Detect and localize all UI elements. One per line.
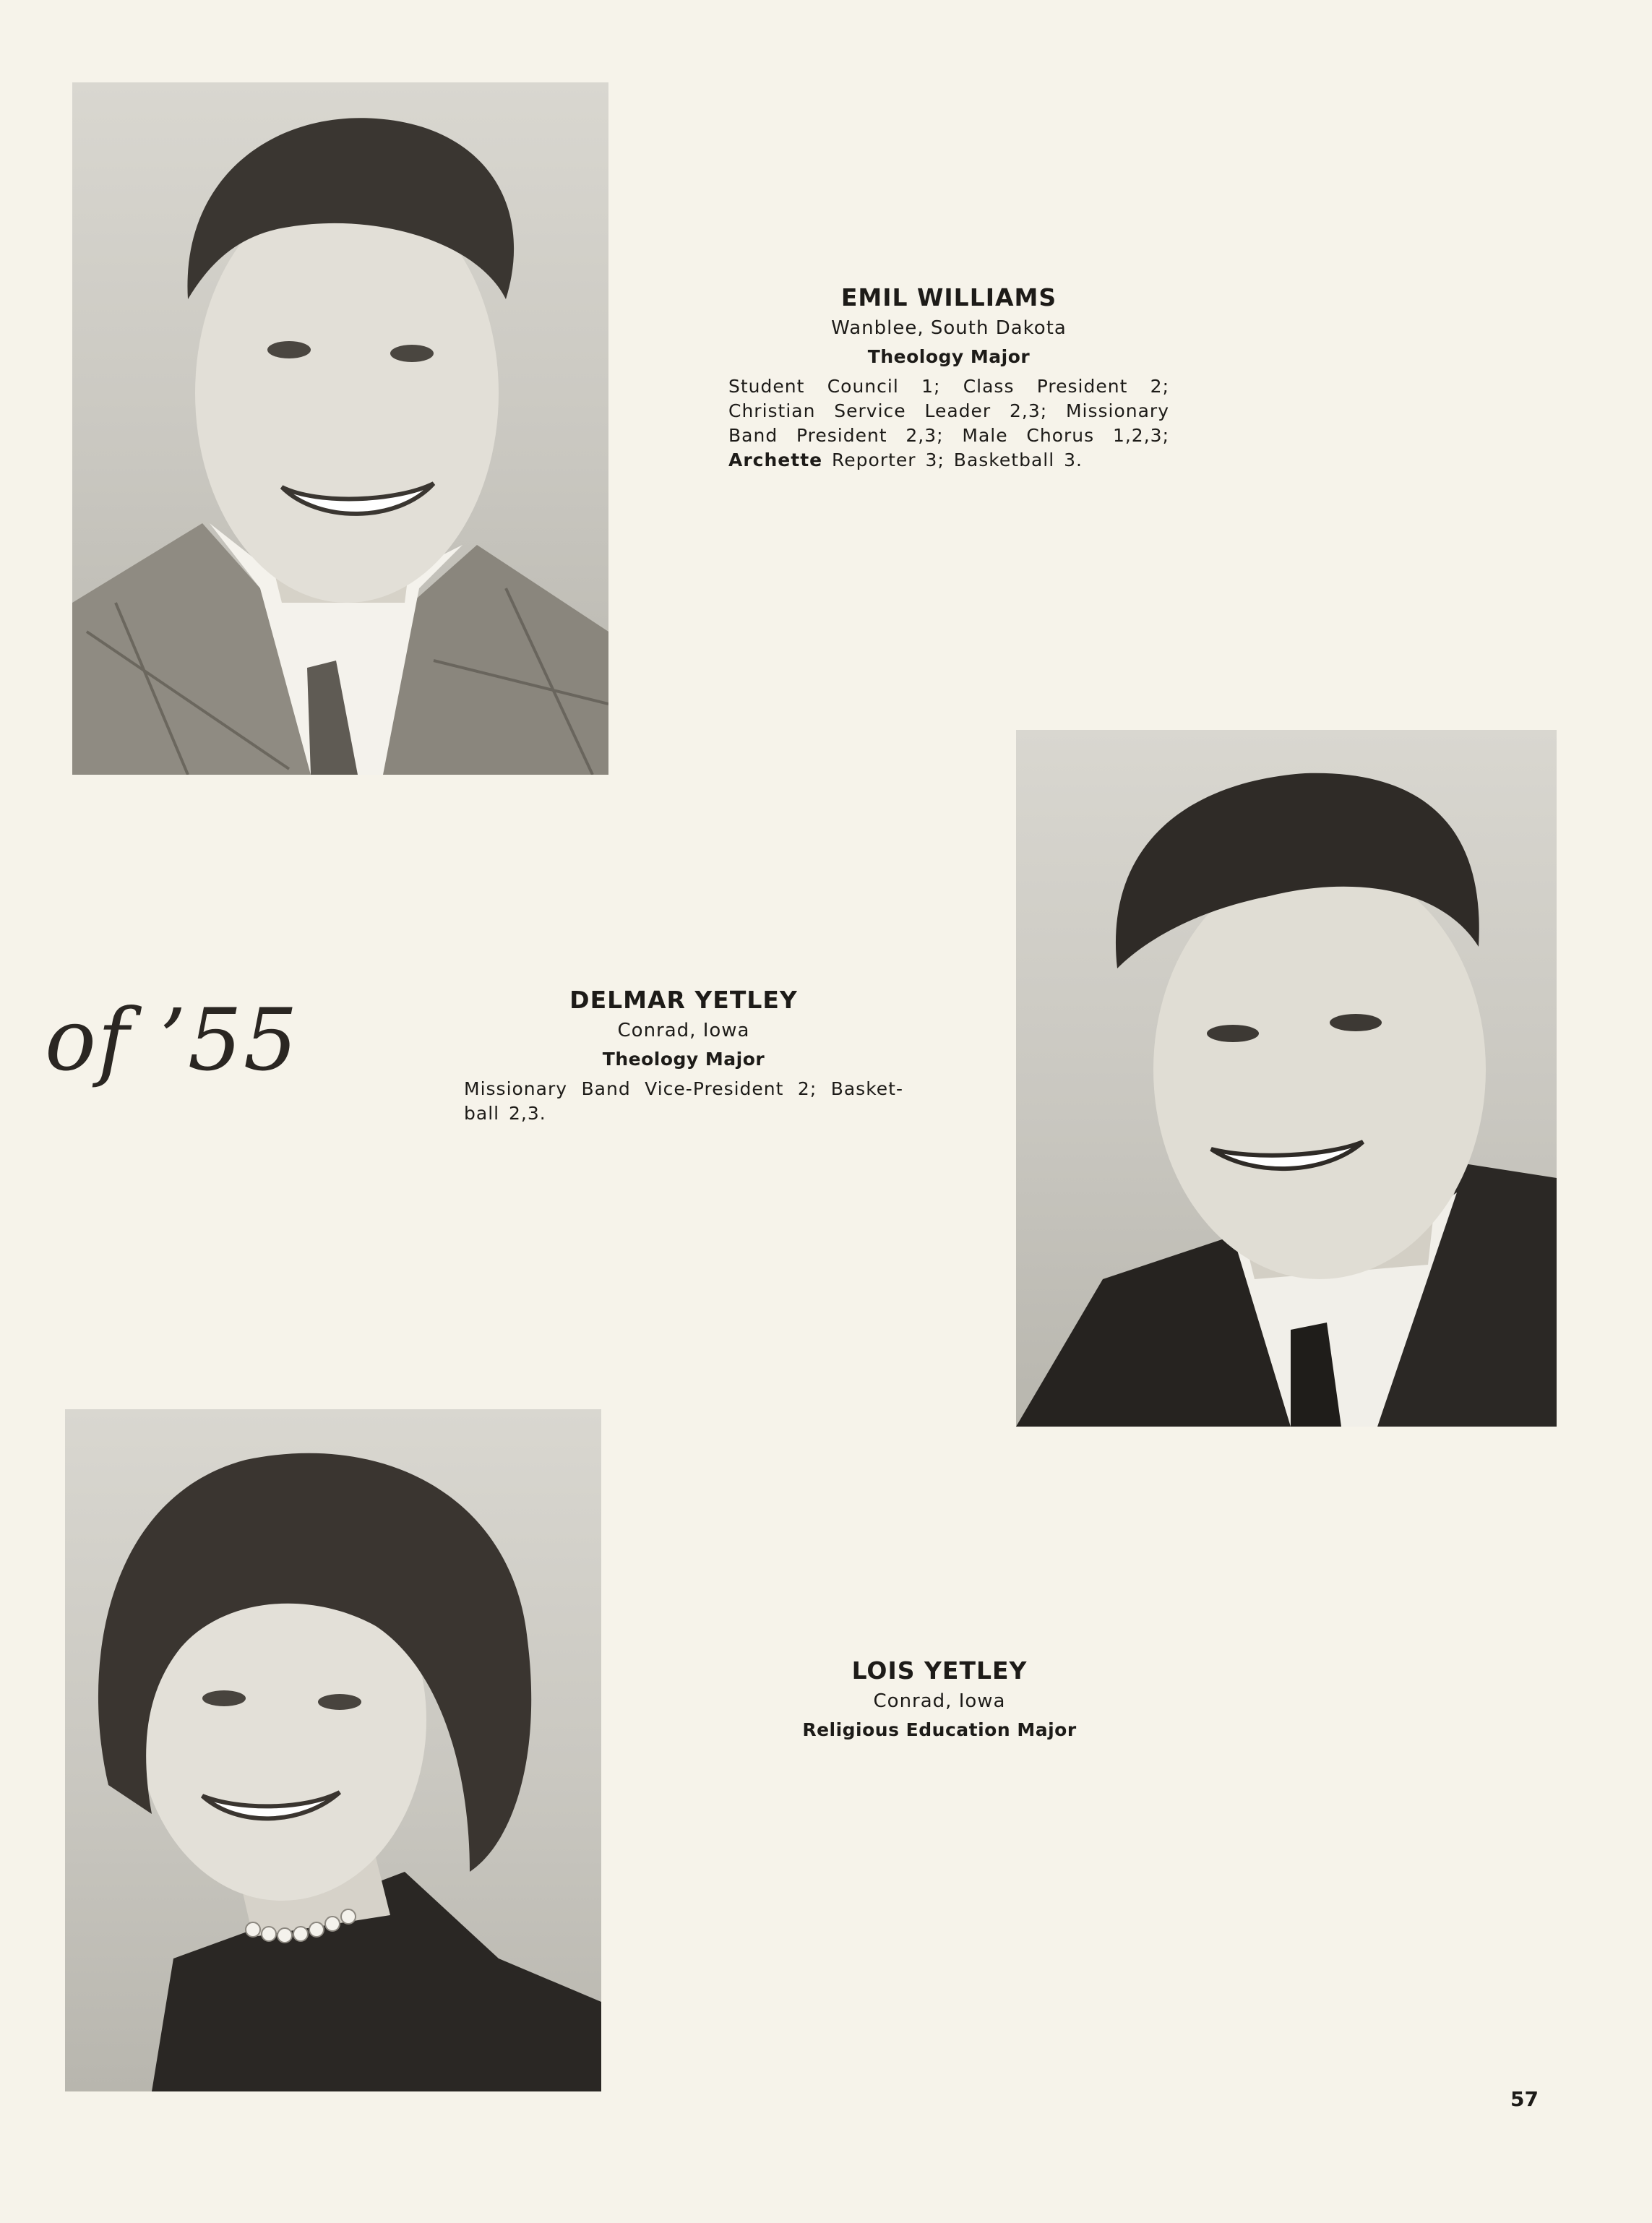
portrait-lois-yetley-image	[65, 1409, 601, 2091]
portrait-delmar-yetley-image	[1016, 730, 1557, 1427]
student-name: EMIL WILLIAMS	[840, 283, 1057, 311]
student-hometown: Wanblee, South Dakota	[831, 317, 1067, 339]
student-hometown: Conrad, Iowa	[873, 1690, 1006, 1712]
portrait-delmar-yetley	[1016, 730, 1557, 1427]
student-hometown: Conrad, Iowa	[617, 1020, 750, 1041]
entry-lois-yetley	[802, 1655, 1077, 1745]
entry-emil-williams	[728, 282, 1169, 473]
class-year-mark: of ’55	[45, 990, 299, 1090]
portrait-emil-williams	[72, 82, 608, 775]
portrait-lois-yetley	[65, 1409, 601, 2091]
student-major: Theology Major	[867, 346, 1031, 367]
student-activities: Missionary Band Vice-President 2; Basket- ball 2,3.	[464, 1078, 903, 1124]
student-major: Theology Major	[602, 1049, 765, 1070]
entry-delmar-yetley	[464, 984, 903, 1126]
portrait-emil-williams-image	[72, 82, 608, 775]
student-name: LOIS YETLEY	[851, 1656, 1028, 1685]
page-number: 57	[1510, 2087, 1539, 2111]
student-activities: Student Council 1; Class President 2; Christian Service Leader 2,3; Missionary Band President 2,3; Male Chorus 1,2,3; Archette Reporter 3; Basketball 3.	[728, 376, 1169, 470]
student-major: Religious Education Major	[802, 1719, 1077, 1740]
student-name: DELMAR YETLEY	[569, 986, 798, 1014]
